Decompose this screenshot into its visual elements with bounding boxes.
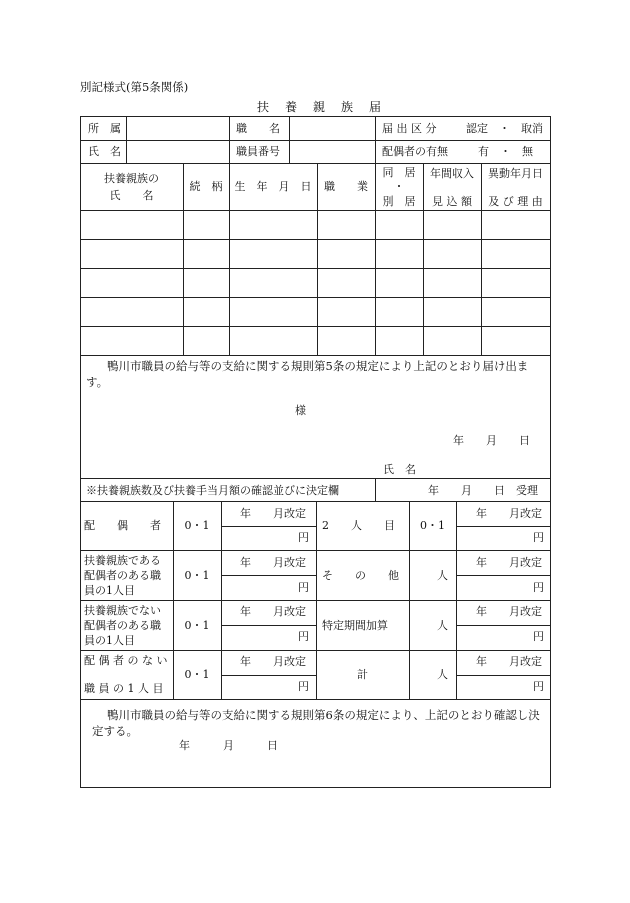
honorific: 様 bbox=[295, 404, 306, 417]
frame-right bbox=[550, 116, 551, 788]
right-row-2-yen: 円 bbox=[533, 581, 544, 594]
category-label: 届 出 区 分 bbox=[382, 122, 437, 135]
decision-date: 年 月 日 bbox=[179, 739, 278, 752]
spouse-label: 配偶者の有無 bbox=[382, 145, 448, 158]
declaration-text-2: す。 bbox=[86, 375, 109, 389]
row-2-label-1: 扶養親族である bbox=[84, 554, 161, 567]
form-reference: 別記様式(第5条関係) bbox=[80, 80, 189, 94]
category-options: 認定 ・ 取消 bbox=[466, 122, 543, 135]
col-income-1: 年間収入 bbox=[430, 167, 474, 180]
col-birthdate: 生 年 月 日 bbox=[234, 180, 312, 193]
spouse-options: 有 ・ 無 bbox=[478, 145, 533, 158]
name-label: 氏 名 bbox=[88, 145, 121, 158]
frame-top bbox=[80, 116, 551, 117]
frame-bottom bbox=[80, 787, 551, 788]
row-3-label-3: 員の1人目 bbox=[84, 634, 135, 647]
confirmation-title: ※扶養親族数及び扶養手当月額の確認並びに決定欄 bbox=[86, 484, 339, 497]
right-row-4-yen: 円 bbox=[533, 680, 544, 693]
col-dependent-name-2: 氏 名 bbox=[109, 189, 154, 202]
right-row-2-label: そ の 他 bbox=[322, 569, 399, 582]
row-1-revision: 年 月改定 bbox=[240, 507, 306, 520]
form-title: 扶 養 親 族 届 bbox=[256, 100, 383, 114]
right-row-3-yen: 円 bbox=[533, 630, 544, 643]
right-row-3-label: 特定期間加算 bbox=[322, 619, 388, 632]
row-2-count: 0・1 bbox=[184, 569, 210, 582]
row-2-revision: 年 月改定 bbox=[240, 556, 306, 569]
right-row-4-revision: 年 月改定 bbox=[476, 655, 542, 668]
row-3-yen: 円 bbox=[298, 630, 309, 643]
decision-text-1: 鴨川市職員の給与等の支給に関する規則第6条の規定により、上記のとおり確認し決 bbox=[107, 708, 540, 722]
decision-text-2: 定する。 bbox=[92, 724, 138, 738]
row-3-count: 0・1 bbox=[184, 619, 210, 632]
col-change-1: 異動年月日 bbox=[488, 167, 543, 180]
row-4-yen: 円 bbox=[298, 680, 309, 693]
frame-left bbox=[80, 116, 81, 788]
row-4-label-2: 職 員 の 1 人 目 bbox=[84, 682, 164, 695]
col-dependent-name-1: 扶養親族の bbox=[104, 172, 159, 185]
row-2-yen: 円 bbox=[298, 581, 309, 594]
right-row-1-label: 2 人 目 bbox=[322, 519, 395, 532]
row-2-label-2: 配偶者のある職 bbox=[84, 569, 161, 582]
declaration-text-1: 鴨川市職員の給与等の支給に関する規則第5条の規定により上記のとおり届け出ま bbox=[107, 359, 529, 373]
row-3-label-2: 配偶者のある職 bbox=[84, 619, 161, 632]
row-4-label-1: 配 偶 者 の な い bbox=[84, 654, 168, 667]
right-row-1-revision: 年 月改定 bbox=[476, 507, 542, 520]
row-3-label-1: 扶養親族でない bbox=[84, 604, 161, 617]
row-4-count: 0・1 bbox=[184, 668, 210, 681]
row-4-revision: 年 月改定 bbox=[240, 655, 306, 668]
employee-no-label: 職員番号 bbox=[236, 145, 280, 158]
row-2-label-3: 員の1人目 bbox=[84, 584, 135, 597]
row-1-count: 0・1 bbox=[184, 519, 210, 532]
position-label: 職 名 bbox=[236, 122, 280, 135]
col-cohabit-2: ・ bbox=[393, 180, 405, 193]
right-row-3-count: 人 bbox=[437, 619, 448, 632]
declaration-date: 年 月 日 bbox=[453, 434, 530, 447]
row-1-yen: 円 bbox=[298, 531, 309, 544]
col-occupation: 職 業 bbox=[324, 180, 368, 193]
right-row-2-count: 人 bbox=[437, 569, 448, 582]
right-row-1-yen: 円 bbox=[533, 531, 544, 544]
declarant-name-label: 氏 名 bbox=[383, 463, 416, 476]
right-row-2-revision: 年 月改定 bbox=[476, 556, 542, 569]
col-cohabit-1: 同 居 bbox=[382, 166, 416, 179]
right-row-4-count: 人 bbox=[437, 668, 448, 681]
right-row-4-label: 計 bbox=[357, 668, 368, 681]
row-spouse-label: 配 偶 者 bbox=[84, 519, 161, 532]
affiliation-label: 所 属 bbox=[88, 122, 121, 135]
col-change-2: 及 び 理 由 bbox=[488, 195, 543, 208]
row-3-revision: 年 月改定 bbox=[240, 605, 306, 618]
received-date: 年 月 日 受理 bbox=[428, 484, 538, 497]
right-row-1-count: 0・1 bbox=[420, 519, 445, 532]
col-cohabit-3: 別 居 bbox=[382, 195, 416, 208]
col-relation: 続 柄 bbox=[189, 180, 223, 193]
right-row-3-revision: 年 月改定 bbox=[476, 605, 542, 618]
col-income-2: 見 込 額 bbox=[432, 195, 472, 208]
